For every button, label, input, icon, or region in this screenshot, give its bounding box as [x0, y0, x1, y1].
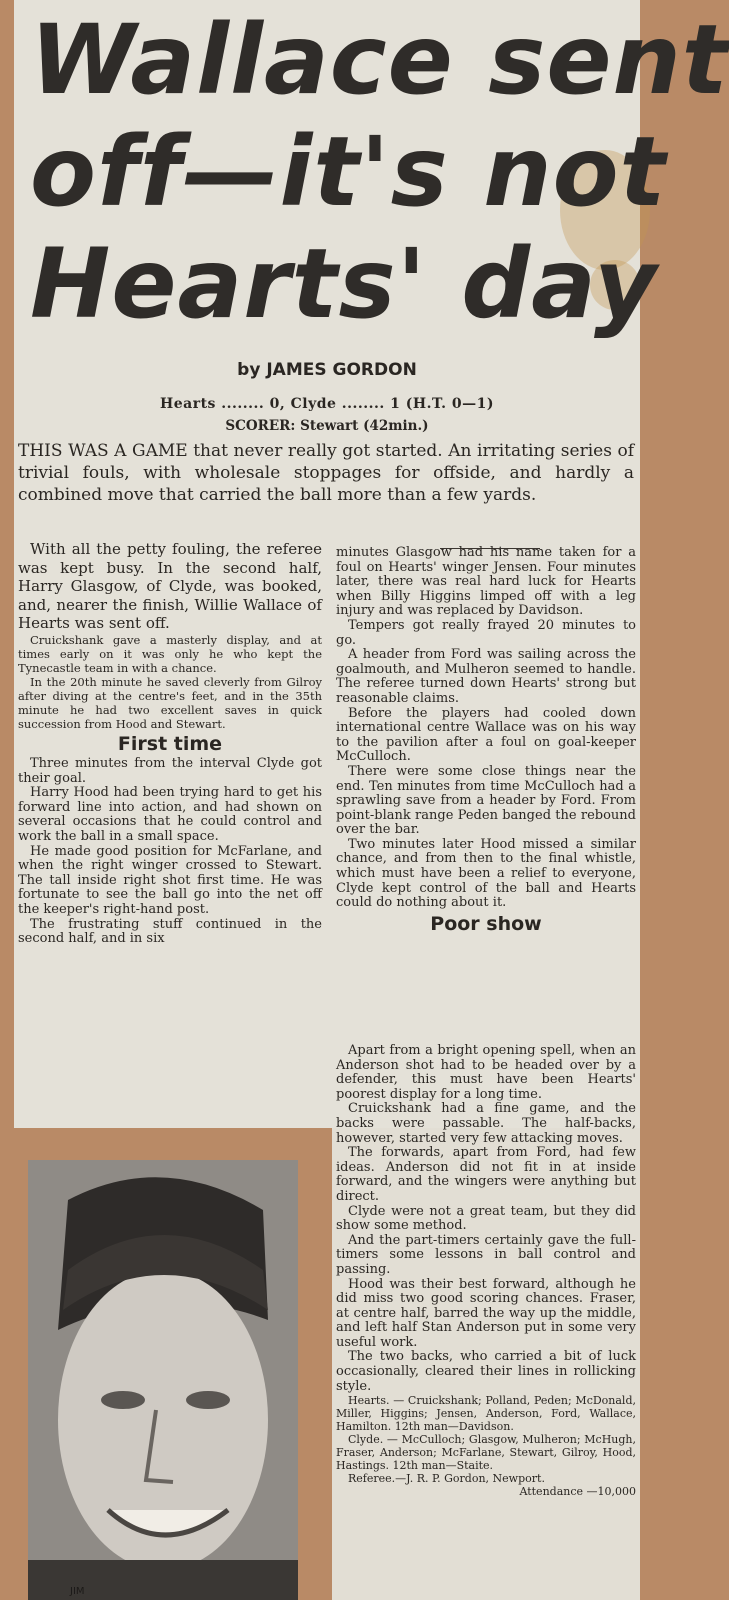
paragraph: A header from Ford was sailing across the goalmouth, and Mulheron seemed to handle. The referee turned down Hearts' strong but reasonable claims.: [336, 647, 636, 706]
player-photo: [28, 1160, 298, 1600]
paragraph: Harry Hood had been trying hard to get his forward line into action, and had shown on several occasions that he could control and work the ball in a small space.: [18, 785, 322, 845]
paragraph: The forwards, apart from Ford, had few ideas. Anderson did not fit in at inside forward, and the wingers were anything but direct.: [336, 1145, 636, 1204]
paragraph: Clyde were not a great team, but they did show some method.: [336, 1203, 636, 1234]
paragraph: Cruickshank gave a masterly display, and at times early on it was only he who kept the Tynecastle team in with a chance.: [18, 632, 322, 675]
paragraph: Three minutes from the interval Clyde got their goal.: [18, 756, 322, 786]
article-column-2: [336, 546, 636, 937]
match-result: Hearts ........ 0, Clyde ........ 1 (H.T. 0—1): [159, 396, 494, 412]
byline: by JAMES GORDON: [237, 360, 417, 380]
headline: [30, 4, 729, 340]
paragraph: The frustrating stuff continued in the second half, and in six: [18, 916, 322, 947]
scorer-line: SCORER: Stewart (42min.): [225, 418, 429, 434]
intro-paragraph: THIS WAS A GAME that never really got started. An irritating series of trivial fouls, with wholesale stoppages for offside, and hardly a combined move that carried the ball more than a few yards.: [18, 441, 634, 505]
subheading-poor-show: Poor show: [430, 912, 542, 935]
headline-line-3: Hearts' day: [30, 228, 658, 340]
paragraph: And the part-timers certainly gave the full-timers some lessons in ball control and passing.: [336, 1232, 636, 1277]
paragraph: There were some close things near the end. Ten minutes from time McCulloch had a sprawling save from a header by Ford. From point-blank range Peden banged the rebound over the bar.: [336, 763, 636, 838]
paragraph: minutes Glasgow had his name taken for a foul on Hearts' winger Jensen. Four minutes later, there was real hard luck for Hearts when Billy Higgins limped off with a leg injury and was replaced by Davidson.: [336, 545, 636, 619]
article-column-1: [18, 540, 322, 947]
paragraph: Two minutes later Hood missed a similar chance, and from then to the final whistle, which must have been a relief to everyone, Clyde kept control of the ball and Hearts could do nothing about it.: [336, 836, 636, 911]
paragraph: Cruickshank had a fine game, and the backs were passable. The half-backs, however, started very few attacking moves.: [336, 1101, 636, 1146]
headline-line-2: off—it's not: [30, 116, 667, 228]
subheading-first-time: First time: [117, 732, 223, 755]
headline-line-1: Wallace sent: [30, 4, 729, 116]
paragraph: He made good position for McFarlane, and when the right winger crossed to Stewart. The tall inside right shot first time. He was fortunate to see the ball go into the net off the keeper's right-hand post.: [18, 843, 322, 918]
paragraph: Tempers got really frayed 20 minutes to go.: [336, 617, 636, 648]
hearts-lineup: Hearts. — Cruickshank; Polland, Peden; McDonald, Miller, Higgins; Jensen, Anderson, Ford, Wallace, Hamilton. 12th man—Davidson.: [336, 1394, 636, 1434]
article-column-3: [336, 1044, 636, 1498]
photo-caption: JIM: [70, 1586, 85, 1597]
paragraph: Before the players had cooled down international centre Wallace was on his way to the pavilion after a foul on goal-keeper McCulloch.: [336, 705, 636, 765]
paragraph: The two backs, who carried a bit of luck occasionally, cleared their lines in rollicking style.: [336, 1349, 636, 1394]
paragraph: With all the petty fouling, the referee was kept busy. In the second half, Harry Glasgow, of Clyde, was booked, and, nearer the finish, Willie Wallace of Hearts was sent off.: [18, 540, 322, 632]
paragraph: Hood was their best forward, although he did miss two good scoring chances. Fraser, at centre half, barred the way up the middle, and left half Stan Anderson put in some very useful work.: [336, 1276, 636, 1350]
referee-line: Referee.—J. R. P. Gordon, Newport.: [348, 1472, 545, 1486]
portrait-image: [28, 1160, 298, 1600]
paragraph: Apart from a bright opening spell, when an Anderson shot had to be headed over by a defender, this must have been Hearts' poorest display for a long time.: [336, 1043, 636, 1102]
clyde-lineup: Clyde. — McCulloch; Glasgow, Mulheron; McHugh, Fraser, Anderson; McFarlane, Stewart, Gilroy, Hood, Hastings. 12th man—Staite.: [336, 1433, 636, 1473]
paragraph: In the 20th minute he saved cleverly from Gilroy after diving at the centre's feet, and in the 35th minute he had two excellent saves in quick succession from Hood and Stewart.: [18, 674, 322, 731]
attendance-line: Attendance —10,000: [519, 1485, 636, 1499]
